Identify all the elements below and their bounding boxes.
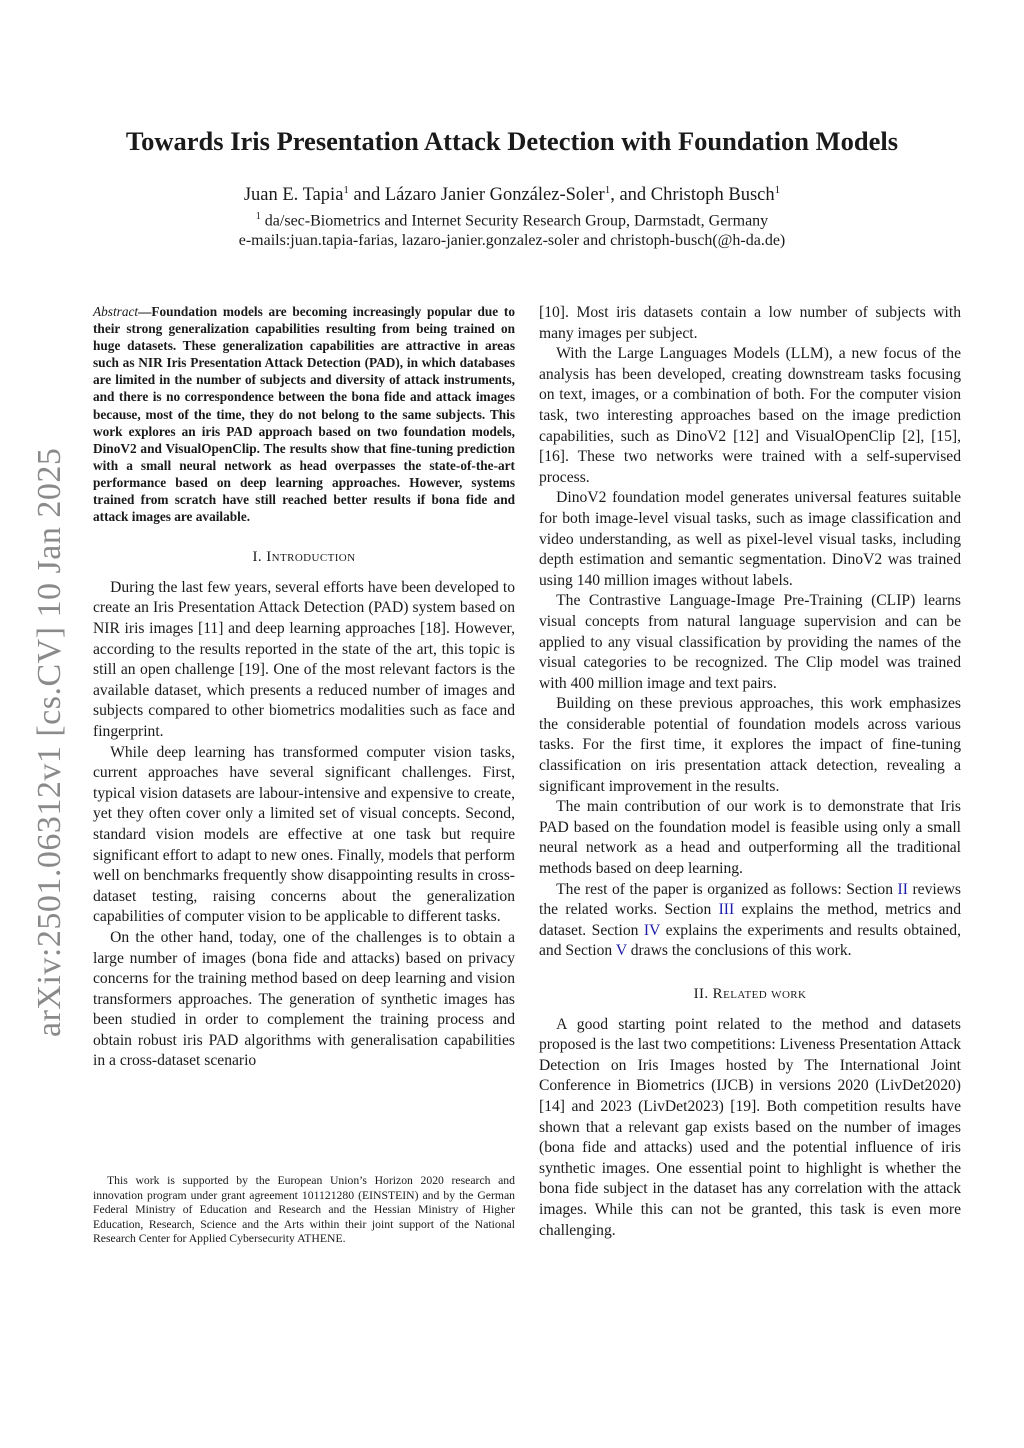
paragraph: With the Large Languages Models (LLM), a new focus of the analysis has been developed, creating downstream tasks focusing on text, images, or a combination of both. For the computer vision task, two interesting approaches based on the image prediction capabilities, such as DinoV2 [12] and VisualOpenClip [2], [15], [16]. These two networks were trained with a self-supervised process. [539,345,961,486]
section-link-iv[interactable]: IV [643,921,661,939]
affiliation [60,211,964,230]
abstract [93,303,515,525]
paragraph: DinoV2 foundation model generates universal features suitable for both image-level visual tasks, such as image classification and video understanding, as well as pixel-level visual tasks, including depth estimation and semantic segmentation. DinoV2 was trained using 140 million images without labels. [539,489,961,589]
affiliation-marker: 1 [604,184,611,196]
paragraph: During the last few years, several efforts have been developed to create an Iris Presentation Attack Detection (PAD) system based on NIR iris images [11] and deep learning approaches [18]. However, according to the results reported in the state of the art, this topic is still an open challenge [19]. One of the most relevant factors is the available dataset, which presents a reduced number of images and subjects compared to other biometrics modalities such as face and fingerprint. [93,578,515,740]
section-link-v[interactable]: V [615,942,627,960]
affiliation-marker: 1 [774,184,781,196]
paragraph-text: reviews the related works. Section [539,880,961,919]
affiliation-marker: 1 [255,211,261,222]
funding-footnote: This work is supported by the European Union’s Horizon 2020 research and innovation program under grant agreement 101121280 (EINSTEIN) and by the German Federal Ministry of Education and Research and the Hessian Ministry of Higher Education, Research, Science and the Arts within their joint support of the National Research Center for Applied Cybersecurity ATHENE. [93,1174,515,1246]
abstract-text: Foundation models are becoming increasingly popular due to their strong generalization capabilities resulting from being trained on huge datasets. These generalization capabilities are attractive in areas such as NIR Iris Presentation Attack Detection (PAD), in which databases are limited in the number of subjects and diversity of attack instruments, and there is no correspondence between the bona fide and attack images because, most of the time, they do not belong to the same subjects. This work explores an iris PAD approach based on two foundation models, DinoV2 and VisualOpenClip. The results show that fine-tuning prediction with a small neural network as head overpasses the state-of-the-art performance based on deep learning approaches. However, systems trained from scratch have still reached better results if bona fide and attack images are available. [93,304,515,525]
paragraph-text: The rest of the paper is organized as follows: Section [556,880,898,898]
left-column [93,303,515,1072]
section-link-ii[interactable]: II [897,880,908,898]
paragraph [539,880,961,962]
paragraph: [10]. Most iris datasets contain a low number of subjects with many images per subject. [539,304,961,342]
author-name: Juan E. Tapia [243,185,344,206]
paragraph: Building on these previous approaches, this work emphasizes the considerable potential of foundation models across various tasks. For the first time, it explores the impact of fine-tuning classification on iris presentation attack detection, revealing a significant improvement in the results. [539,695,961,795]
abstract-dash: — [138,304,152,319]
paragraph: A good starting point related to the method and datasets proposed is the last two competitions: Liveness Presentation Attack Detection on Iris Images hosted by The International Joint Conference in Biometrics (IJCB) in versions 2020 (LivDet2020)[14] and 2023 (LivDet2023) [19]. Both competition results have shown that a relevant gap exists based on the number of images (bona fide and attacks) used and the potential influence of iris synthetic images. One essential point to highlight is whether the bona fide subject in the dataset has any correlation with the attack images. While this can not be granted, this task is even more challenging. [539,1015,961,1239]
paragraph: The main contribution of our work is to demonstrate that Iris PAD based on the foundation model is feasible using only a small neural network as a head and outperforming all the traditional methods based on deep learning. [539,798,961,878]
abstract-label: Abstract [93,304,139,319]
paragraph: While deep learning has transformed computer vision tasks, current approaches have several significant challenges. First, typical vision datasets are labour-intensive and expensive to create, yet they often cover only a limited set of visual concepts. Second, standard vision models are effective at one task but require significant effort to adapt to new ones. Finally, models that perform well on benchmarks frequently show disappointing results in cross-dataset testing, raising concerns about the generalization capabilities of computer vision to be applicable to different tasks. [93,743,515,926]
right-column [539,303,961,1241]
author-name: and Lázaro Janier González-Soler [348,185,605,206]
author-list [60,184,964,206]
paragraph-text: draws the conclusions of this work. [626,942,852,960]
author-name: , and Christoph Busch [610,185,775,206]
affiliation-marker: 1 [343,184,349,196]
section-link-iii[interactable]: III [718,901,735,919]
affiliation-text: da/sec-Biometrics and Internet Security Research Group, Darmstadt, Germany [260,212,769,230]
paragraph-text: explains the experiments and results obtained, and Section [539,921,961,960]
paragraph: On the other hand, today, one of the challenges is to obtain a large number of images (bona fide and attacks) based on privacy concerns for the training method based on deep learning and vision transformers approaches. The generation of synthetic images has been studied in order to complement the training process and obtain robust iris PAD algorithms with generalisation capabilities in a cross-dataset scenario [93,928,515,1070]
paragraph-text: explains the method, metrics and dataset. Section [539,901,961,939]
section-heading-introduction: I. Introduction [252,549,356,566]
paper-title: Towards Iris Presentation Attack Detection with Foundation Models [125,126,899,156]
author-emails: e-mails:juan.tapia-farias, lazaro-janier.gonzalez-soler and christoph-busch(@h-da.de) [238,232,786,249]
arxiv-identifier: arXiv:2501.06312v1 [cs.CV] 10 Jan 2025 [31,447,68,1038]
section-heading-related-work: II. Related work [693,986,807,1002]
paragraph: The Contrastive Language-Image Pre-Training (CLIP) learns visual concepts from natural language supervision and can be applied to any visual classification by providing the names of the visual categories to be recognized. The Clip model was trained with 400 million image and text pairs. [539,592,961,692]
